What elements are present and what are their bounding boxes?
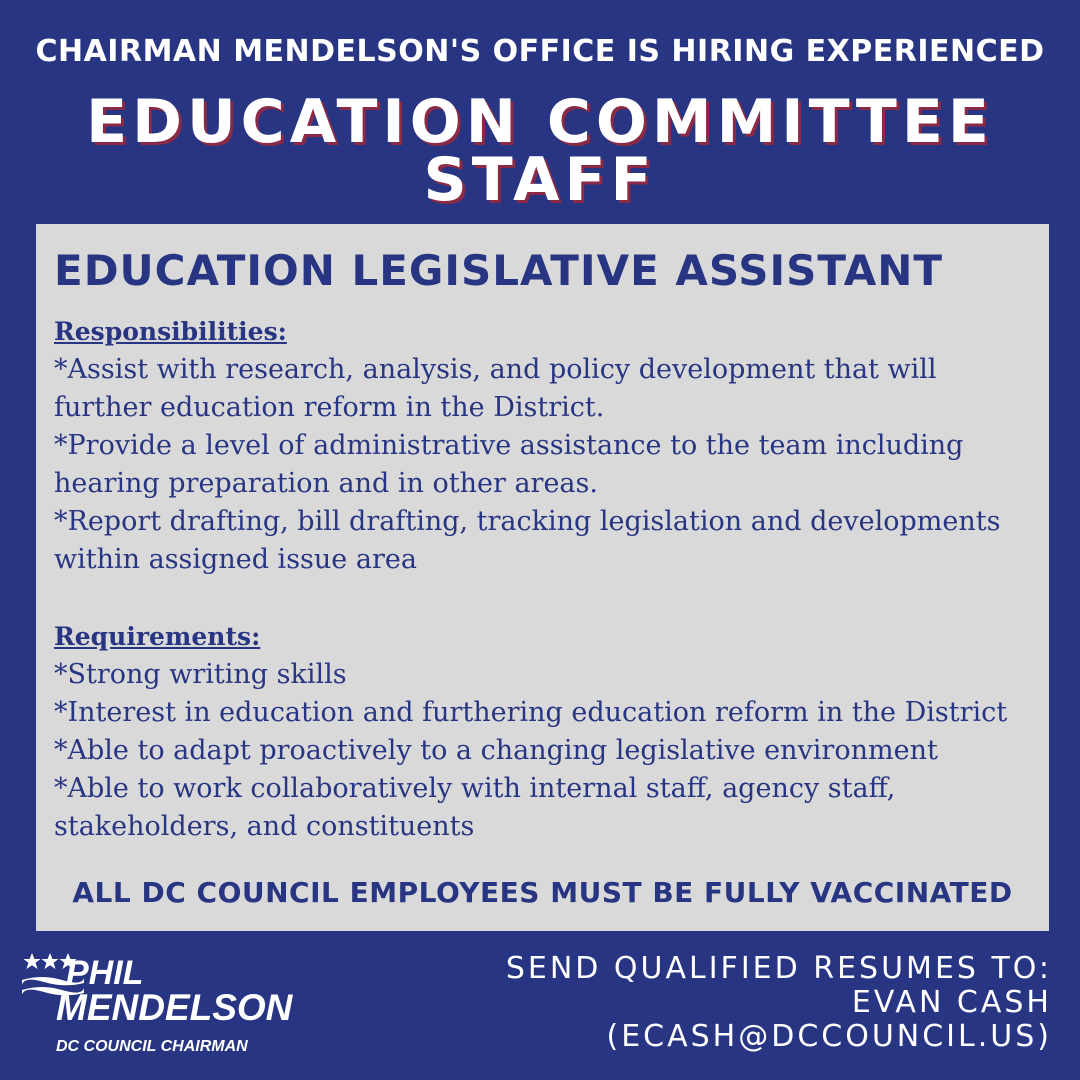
contact-block <box>506 952 1052 1054</box>
role-title: EDUCATION LEGISLATIVE ASSISTANT <box>54 246 944 295</box>
phil-mendelson-logo <box>22 948 302 1058</box>
headline-line-2: STAFF <box>423 145 657 215</box>
responsibility-line: *Provide a level of administrative assistance to the team including <box>54 430 964 461</box>
responsibilities-section <box>54 313 1044 579</box>
responsibility-line: within assigned issue area <box>54 544 417 575</box>
responsibility-line: *Assist with research, analysis, and policy development that will <box>54 354 937 385</box>
responsibility-line: *Report drafting, bill drafting, tracking legislation and developments <box>54 506 1001 537</box>
logo-mendelson-text: MENDELSON <box>56 987 293 1028</box>
contact-line-1: SEND QUALIFIED RESUMES TO: <box>505 951 1052 986</box>
job-card <box>36 224 1049 931</box>
requirement-line: *Able to adapt proactively to a changing legislative environment <box>54 735 938 766</box>
requirement-line: *Interest in education and furthering education reform in the District <box>54 697 1008 728</box>
contact-email: (ECASH@DCCOUNCIL.US) <box>606 1019 1052 1054</box>
requirements-heading: Requirements: <box>54 622 261 651</box>
requirement-line: stakeholders, and constituents <box>54 811 475 842</box>
contact-name: EVAN CASH <box>851 985 1052 1020</box>
responsibility-line: further education reform in the District. <box>54 392 605 423</box>
responsibilities-heading: Responsibilities: <box>54 317 287 346</box>
requirements-section <box>54 618 1044 846</box>
star-icon <box>42 953 59 969</box>
responsibility-line: hearing preparation and in other areas. <box>54 468 598 499</box>
logo-subtitle-text: DC COUNCIL CHAIRMAN <box>56 1038 248 1055</box>
logo-phil-text: PHIL <box>66 954 144 992</box>
headline-line-1: EDUCATION COMMITTEE <box>86 87 994 157</box>
star-icon <box>24 953 41 969</box>
requirement-line: *Strong writing skills <box>54 659 347 690</box>
requirement-line: *Able to work collaboratively with internal staff, agency staff, <box>54 773 896 804</box>
vaccination-notice: ALL DC COUNCIL EMPLOYEES MUST BE FULLY VACCINATED <box>72 876 1013 909</box>
hiring-kicker: CHAIRMAN MENDELSON'S OFFICE IS HIRING EXPERIENCED <box>35 34 1045 69</box>
